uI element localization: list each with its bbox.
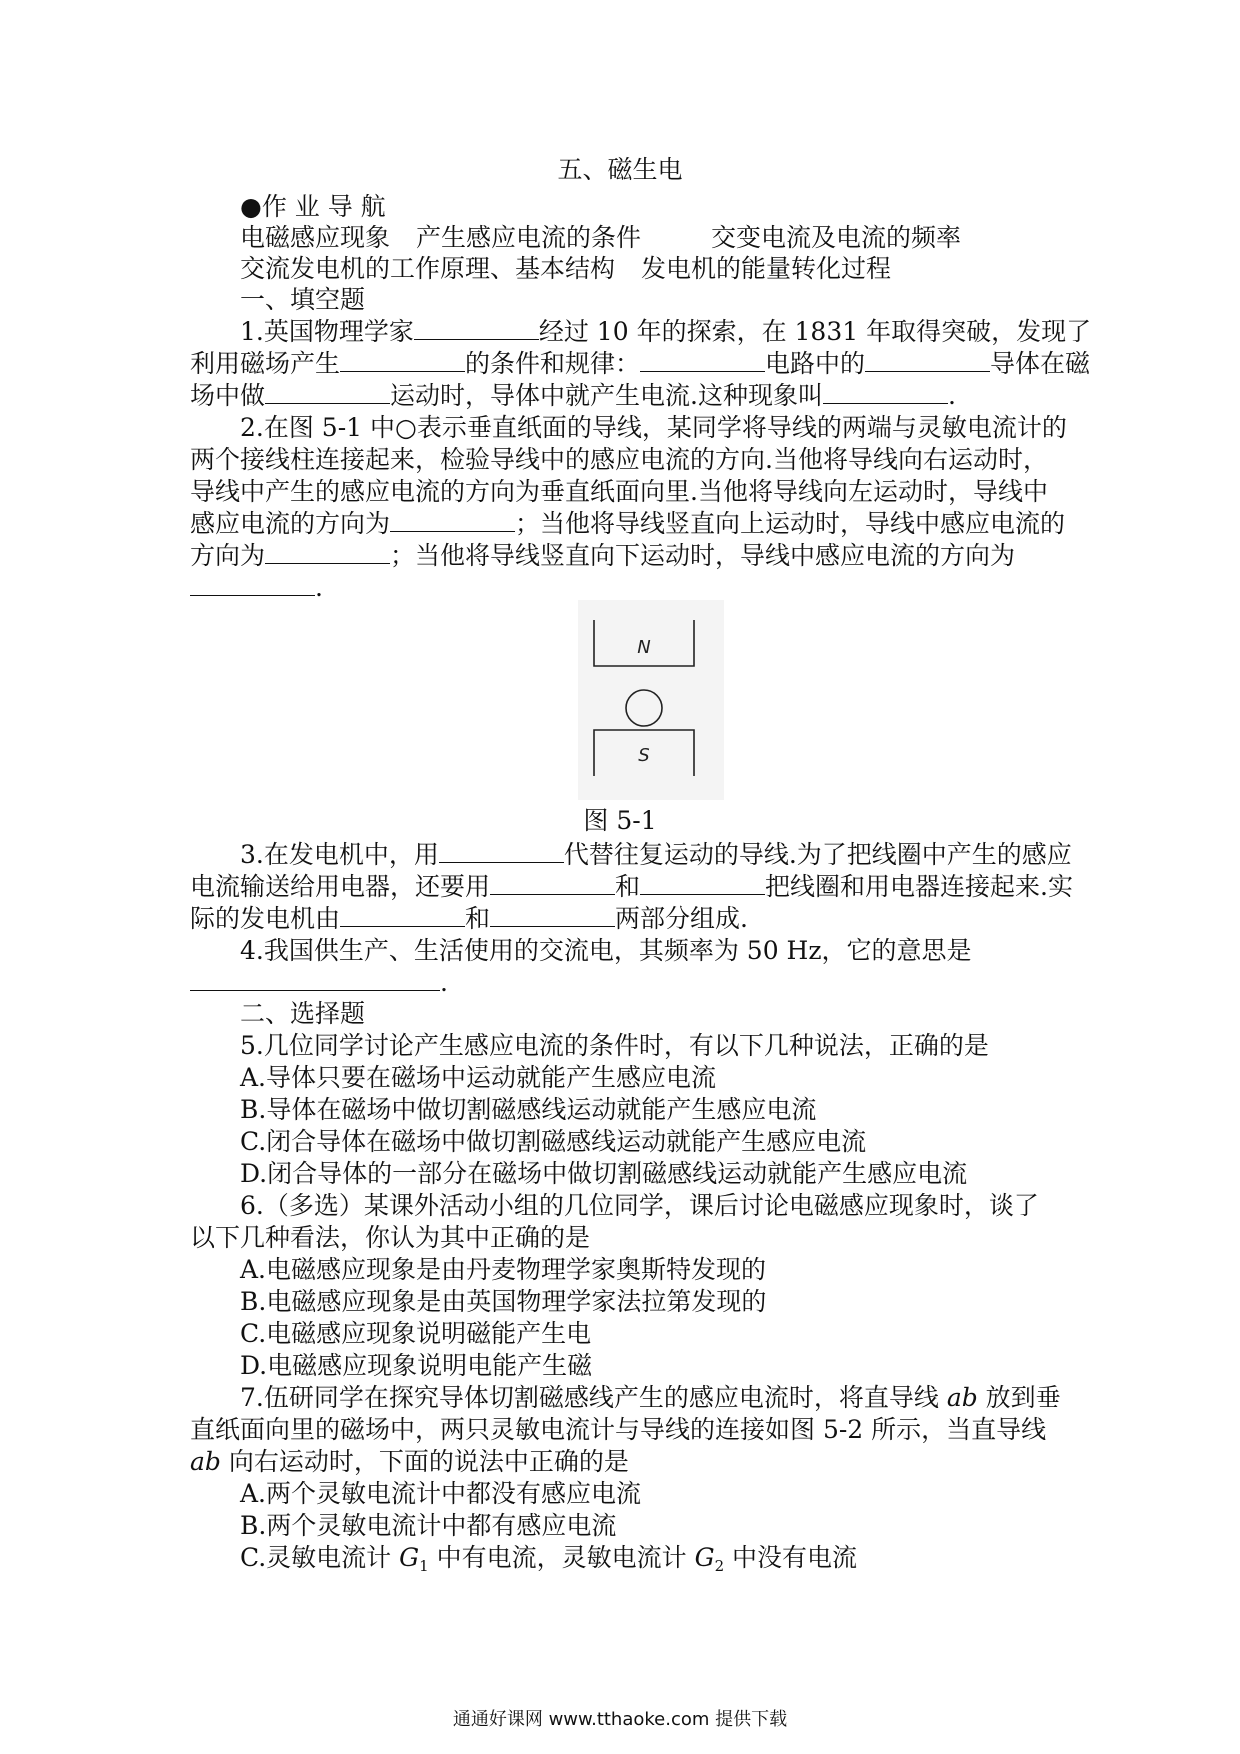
q7-option-c (240, 1542, 857, 1582)
q3-line2 (190, 871, 1073, 903)
q1-text: 场中做 (190, 381, 266, 410)
north-pole-label: N (637, 637, 651, 658)
answer-blank (190, 573, 315, 596)
q7-text: 向右运动时，下面的说法中正确的是 (220, 1447, 629, 1476)
q3-text: 把线圈和用电器连接起来.实 (765, 872, 1073, 901)
section-heading-choice: 二、选择题 (240, 999, 366, 1028)
q1-text: 利用磁场产生 (190, 349, 341, 378)
answer-blank (190, 968, 440, 991)
topic-4: 交流发电机的工作原理、基本结构 (240, 254, 616, 283)
q1-text: 的条件和规律： (465, 349, 641, 378)
q7-stem-line1 (240, 1382, 1061, 1414)
subscript: 1 (419, 1557, 429, 1575)
q3-text: 电流输送给用电器，还要用 (190, 872, 491, 901)
q4-text: . (440, 968, 448, 997)
q2-line4 (190, 508, 1065, 540)
q3-text: 和 (615, 872, 641, 901)
q6-option-d: D.电磁感应现象说明电能产生磁 (240, 1351, 593, 1380)
topic-2: 产生感应电流的条件 (416, 223, 642, 252)
q3-text: 代替往复运动的导线.为了把线圈中产生的感应 (563, 840, 1072, 869)
wire-label: ab (190, 1447, 221, 1476)
q5-stem: 5.几位同学讨论产生感应电流的条件时，有以下几种说法，正确的是 (240, 1031, 989, 1060)
answer-blank (414, 317, 539, 340)
q6-stem-line1: 6.（多选）某课外活动小组的几位同学，课后讨论电磁感应现象时，谈了 (240, 1191, 1039, 1220)
answer-blank (823, 381, 948, 404)
q1-text: . (947, 381, 956, 410)
q7-option-a: A.两个灵敏电流计中都没有感应电流 (240, 1479, 642, 1508)
q2-line1: 2.在图 5-1 中○表示垂直纸面的导线，某同学将导线的两端与灵敏电流计的 (240, 413, 1067, 442)
wire-label: ab (946, 1383, 978, 1412)
q1-line3 (190, 380, 956, 412)
q1-text: 1.英国物理学家 (240, 317, 414, 346)
answer-blank (340, 349, 465, 372)
answer-blank (265, 381, 390, 404)
answer-blank (439, 840, 564, 863)
galvanometer-label: G (694, 1543, 715, 1572)
topic-1: 电磁感应现象 (240, 223, 391, 252)
answer-blank (490, 872, 615, 895)
answer-blank (640, 872, 765, 895)
nav-topics-line2 (240, 253, 891, 285)
q3-text: 3.在发电机中，用 (240, 840, 439, 869)
q2-text: 方向为 (190, 541, 266, 570)
page-title: 五、磁生电 (557, 155, 683, 184)
q7-stem-line3 (190, 1446, 629, 1478)
q3-text: 际的发电机由 (190, 904, 341, 933)
q6-option-b: B.电磁感应现象是由英国物理学家法拉第发现的 (240, 1287, 767, 1316)
q1-text: 导体在磁 (990, 349, 1091, 378)
q5-option-a: A.导体只要在磁场中运动就能产生感应电流 (240, 1063, 717, 1092)
answer-blank (865, 349, 990, 372)
q2-text: ；当他将导线竖直向上运动时，导线中感应电流的 (515, 509, 1066, 538)
q1-text: 运动时，导体中就产生电流.这种现象叫 (390, 381, 823, 410)
q7-text: 7.伍研同学在探究导体切割磁感线产生的感应电流时，将直导线 (240, 1383, 947, 1412)
nav-topics-line1 (240, 222, 961, 254)
q4-line1: 4.我国供生产、生活使用的交流电，其频率为 50 Hz，它的意思是 (240, 936, 972, 965)
q6-option-a: A.电磁感应现象是由丹麦物理学家奥斯特发现的 (240, 1255, 767, 1284)
q7-option-b: B.两个灵敏电流计中都有感应电流 (240, 1511, 617, 1540)
south-pole-label: S (638, 745, 650, 766)
q2-line2: 两个接线柱连接起来，检验导线中的感应电流的方向.当他将导线向右运动时， (190, 445, 1048, 474)
q2-text: ；当他将导线竖直向下运动时，导线中感应电流的方向为 (390, 541, 1016, 570)
page-footer: 通通好课网 www.tthaoke.com 提供下载 (452, 1709, 788, 1730)
q6-stem-line2: 以下几种看法，你认为其中正确的是 (190, 1223, 591, 1252)
q5-option-d: D.闭合导体的一部分在磁场中做切割磁感线运动就能产生感应电流 (240, 1159, 968, 1188)
answer-blank (640, 349, 765, 372)
subscript: 2 (714, 1557, 725, 1575)
answer-blank (490, 904, 615, 927)
answer-blank (390, 509, 515, 532)
q2-line5 (190, 540, 1015, 572)
q2-text: 感应电流的方向为 (190, 509, 391, 538)
q5-option-b: B.导体在磁场中做切割磁感线运动就能产生感应电流 (240, 1095, 817, 1124)
topic-5: 发电机的能量转化过程 (641, 254, 892, 283)
q3-line1 (240, 839, 1072, 871)
figure-caption: 图 5-1 (583, 806, 657, 835)
nav-heading: ●作 业 导 航 (240, 192, 386, 221)
q1-line2 (190, 348, 1090, 380)
q3-text: 两部分组成. (615, 904, 748, 933)
q4-line2 (190, 967, 448, 999)
figure-background (578, 600, 724, 800)
q2-line3: 导线中产生的感应电流的方向为垂直纸面向里.当他将导线向左运动时，导线中 (190, 477, 1048, 506)
section-heading-fill: 一、填空题 (240, 285, 366, 314)
q5-option-c: C.闭合导体在磁场中做切割磁感线运动就能产生感应电流 (240, 1127, 867, 1156)
q1-line1 (240, 316, 1091, 348)
q3-text: 和 (465, 904, 491, 933)
figure-5-1 (578, 600, 724, 800)
answer-blank (265, 541, 390, 564)
topic-3: 交变电流及电流的频率 (711, 223, 962, 252)
answer-blank (340, 904, 465, 927)
q2-line6 (190, 572, 323, 604)
q7-text: 中没有电流 (724, 1543, 858, 1572)
q1-text: 电路中的 (765, 349, 866, 378)
q7-text: 中有电流，灵敏电流计 (428, 1543, 695, 1572)
q7-stem-line2: 直纸面向里的磁场中，两只灵敏电流计与导线的连接如图 5-2 所示，当直导线 (190, 1415, 1047, 1444)
galvanometer-label: G (399, 1543, 420, 1572)
q2-text: . (315, 573, 323, 602)
q1-text: 经过 10 年的探索，在 1831 年取得突破，发现了 (538, 317, 1092, 346)
q3-line3 (190, 903, 748, 935)
q6-option-c: C.电磁感应现象说明磁能产生电 (240, 1319, 592, 1348)
q7-text: 放到垂 (977, 1383, 1061, 1412)
q7-text: C.灵敏电流计 (240, 1543, 400, 1572)
